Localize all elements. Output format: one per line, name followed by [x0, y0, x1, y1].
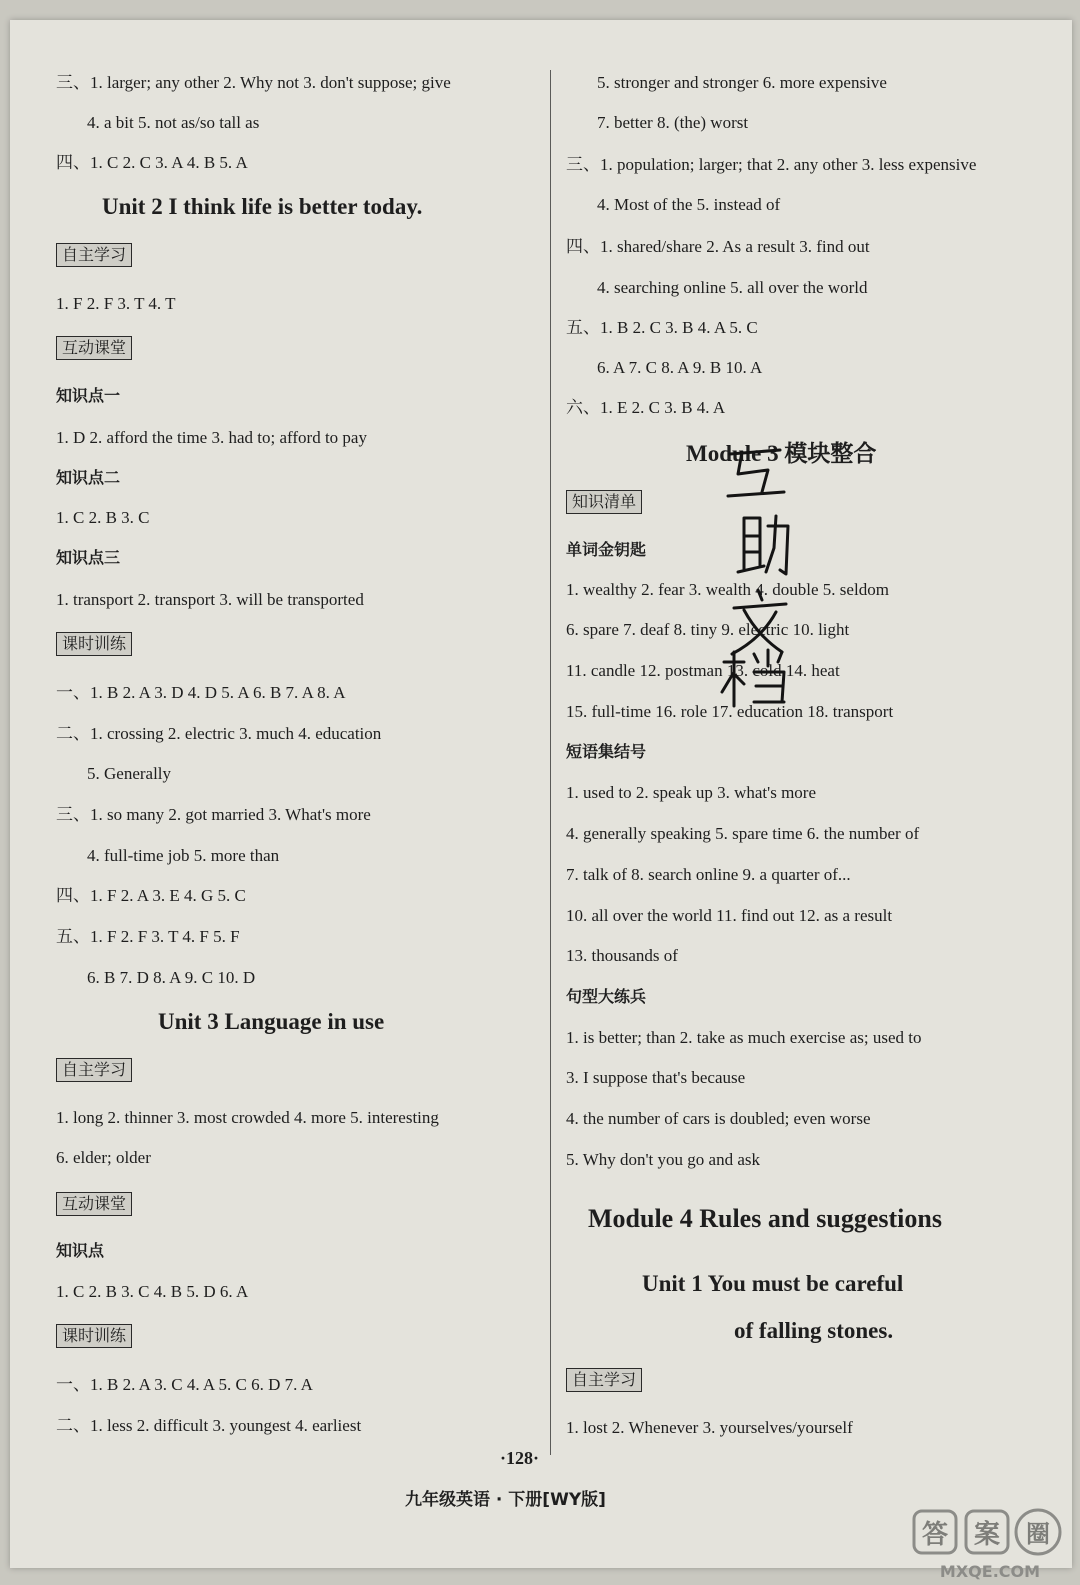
answer-line: 6. B 7. D 8. A 9. C 10. D — [87, 968, 256, 987]
answer-line: 5. stronger and stronger 6. more expensive — [597, 73, 887, 92]
answer-line: 五、1. B 2. C 3. B 4. A 5. C — [566, 318, 758, 337]
answer-line: 二、1. crossing 2. electric 3. much 4. education — [56, 724, 382, 743]
unit-1-title: Unit 1 You must be careful — [642, 1271, 904, 1296]
answer-line: 1. is better; than 2. take as much exercise as; used to — [566, 1028, 922, 1047]
answer-line: 6. spare 7. deaf 8. tiny 9. electric 10. light — [566, 620, 850, 639]
subsection-heading: 句型大练兵 — [566, 987, 647, 1006]
subsection-heading: 知识点三 — [56, 548, 121, 567]
subsection-heading: 短语集结号 — [566, 742, 647, 761]
svg-text:案: 案 — [973, 1520, 1001, 1550]
unit-2-title: Unit 2 I think life is better today. — [102, 194, 423, 219]
answer-line: 六、1. E 2. C 3. B 4. A — [566, 398, 726, 417]
subsection-heading: 知识点二 — [56, 468, 121, 487]
section-tag-zhishi: 知识清单 — [566, 490, 642, 514]
answer-line: 7. talk of 8. search online 9. a quarter of... — [566, 865, 851, 884]
section-tag-zizhu: 自主学习 — [56, 1058, 132, 1082]
answer-line: 4. a bit 5. not as/so tall as — [87, 113, 260, 132]
answer-line: 4. full-time job 5. more than — [87, 846, 280, 865]
subsection-heading: 知识点一 — [56, 386, 121, 405]
watermark-logo — [910, 1505, 1070, 1585]
answer-line: 三、1. so many 2. got married 3. What's more — [56, 805, 371, 824]
answer-line: 一、1. B 2. A 3. C 4. A 5. C 6. D 7. A — [56, 1375, 313, 1394]
watermark-site: MXQE.COM — [939, 1562, 1041, 1581]
handwriting-text: 互助文档 — [710, 440, 714, 441]
unit-1-title-continued: of falling stones. — [734, 1318, 894, 1343]
section-tag-hudong: 互动课堂 — [56, 336, 132, 360]
answer-line: 4. generally speaking 5. spare time 6. the number of — [566, 824, 920, 843]
answer-line: 1. long 2. thinner 3. most crowded 4. more 5. interesting — [56, 1108, 439, 1127]
answer-line: 1. D 2. afford the time 3. had to; afford to pay — [56, 428, 367, 447]
answer-line: 10. all over the world 11. find out 12. as a result — [566, 906, 893, 925]
answer-line: 1. C 2. B 3. C — [56, 508, 150, 527]
section-tag-zizhu: 自主学习 — [56, 243, 132, 267]
answer-page — [10, 20, 1072, 1581]
page-number: ·128· — [500, 1448, 540, 1468]
column-divider — [550, 70, 551, 1455]
answer-line: 四、1. C 2. C 3. A 4. B 5. A — [56, 153, 248, 172]
module-3-title: Module 3 模块整合 — [686, 441, 877, 466]
answer-line: 3. I suppose that's because — [566, 1068, 746, 1087]
answer-line: 11. candle 12. postman 13. cold 14. heat — [566, 661, 840, 680]
subsection-heading: 知识点 — [56, 1241, 105, 1260]
answer-line: 4. the number of cars is doubled; even worse — [566, 1109, 871, 1128]
handwritten-annotation — [710, 440, 800, 710]
answer-line: 4. Most of the 5. instead of — [597, 195, 781, 214]
answer-line: 7. better 8. (the) worst — [597, 113, 749, 132]
svg-text:圈: 圈 — [1026, 1520, 1050, 1548]
answer-line: 一、1. B 2. A 3. D 4. D 5. A 6. B 7. A 8. A — [56, 683, 346, 702]
svg-text:答: 答 — [921, 1520, 949, 1550]
book-footer: 九年级英语 · 下册[WY版] — [405, 1490, 606, 1510]
answer-line: 5. Why don't you go and ask — [566, 1150, 760, 1169]
answer-line: 五、1. F 2. F 3. T 4. F 5. F — [56, 927, 240, 946]
section-tag-keshi: 课时训练 — [56, 632, 132, 656]
answer-line: 15. full-time 16. role 17. education 18. transport — [566, 702, 894, 721]
section-tag-hudong: 互动课堂 — [56, 1192, 132, 1216]
answer-line: 1. used to 2. speak up 3. what's more — [566, 783, 816, 802]
unit-3-title: Unit 3 Language in use — [158, 1009, 385, 1034]
answer-line: 四、1. shared/share 2. As a result 3. find out — [566, 237, 870, 256]
answer-line: 13. thousands of — [566, 946, 678, 965]
answer-line: 1. F 2. F 3. T 4. T — [56, 294, 176, 313]
module-4-title: Module 4 Rules and suggestions — [588, 1204, 942, 1233]
answer-line: 四、1. F 2. A 3. E 4. G 5. C — [56, 886, 246, 905]
answer-line: 三、1. population; larger; that 2. any other 3. less expensive — [566, 155, 977, 174]
answer-line: 1. lost 2. Whenever 3. yourselves/yourself — [566, 1418, 853, 1437]
section-tag-keshi: 课时训练 — [56, 1324, 132, 1348]
answer-line: 4. searching online 5. all over the world — [597, 278, 868, 297]
answer-line: 1. wealthy 2. fear 3. wealth 4. double 5. seldom — [566, 580, 889, 599]
answer-line: 1. transport 2. transport 3. will be transported — [56, 590, 364, 609]
answer-line: 二、1. less 2. difficult 3. youngest 4. earliest — [56, 1416, 362, 1435]
answer-line: 6. A 7. C 8. A 9. B 10. A — [597, 358, 763, 377]
answer-line: 6. elder; older — [56, 1148, 151, 1167]
subsection-heading: 单词金钥匙 — [566, 540, 647, 559]
section-tag-zizhu: 自主学习 — [566, 1368, 642, 1392]
answer-line: 三、1. larger; any other 2. Why not 3. don't suppose; give — [56, 73, 451, 92]
answer-line: 1. C 2. B 3. C 4. B 5. D 6. A — [56, 1282, 249, 1301]
answer-line: 5. Generally — [87, 764, 172, 783]
